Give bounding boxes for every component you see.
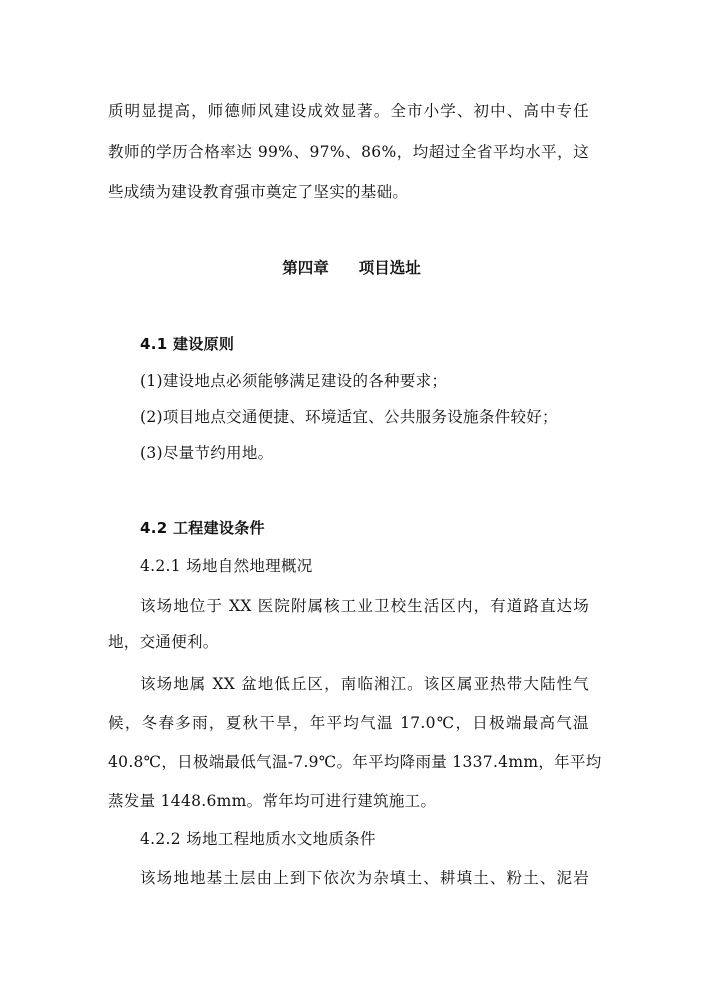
section-4-1-item-3: (3)尽量节约用地。 xyxy=(140,444,274,462)
section-4-2-1-heading: 4.2.1 场地自然地理概况 xyxy=(140,557,313,575)
site-para-2-line-4: 蒸发量 1448.6mm。常年均可进行建筑施工。 xyxy=(108,792,437,810)
geology-para-line-1: 该场地地基土层由上到下依次为杂填土、耕填土、粉土、泥岩 xyxy=(140,869,589,887)
section-4-2-2-heading: 4.2.2 场地工程地质水文地质条件 xyxy=(140,830,376,848)
chapter-title: 项目选址 xyxy=(358,259,421,277)
chapter-number: 第四章 xyxy=(282,259,329,277)
section-4-1-item-1: (1)建设地点必须能够满足建设的各种要求； xyxy=(140,372,448,390)
site-para-2-line-3: 40.8℃，日极端最低气温-7.9℃。年平均降雨量 1337.4mm，年平均 xyxy=(108,753,602,771)
intro-line-1: 质明显提高，师德师风建设成效显著。全市小学、初中、高中专任 xyxy=(108,102,589,120)
section-4-1-heading: 4.1 建设原则 xyxy=(140,335,235,353)
site-para-1-line-1: 该场地位于 XX 医院附属核工业卫校生活区内，有道路直达场 xyxy=(140,597,589,615)
section-4-2-heading: 4.2 工程建设条件 xyxy=(140,519,265,537)
site-para-2-line-1: 该场地属 XX 盆地低丘区，南临湘江。该区属亚热带大陆性气 xyxy=(140,675,589,693)
site-para-2-line-2: 候，冬春多雨，夏秋干旱，年平均气温 17.0℃，日极端最高气温 xyxy=(108,714,589,732)
intro-line-3: 些成绩为建设教育强市奠定了坚实的基础。 xyxy=(108,183,409,201)
intro-line-2: 教师的学历合格率达 99%、97%、86%，均超过全省平均水平，这 xyxy=(108,143,589,161)
site-para-1-line-2: 地，交通便利。 xyxy=(108,633,219,651)
chapter-heading xyxy=(0,258,703,278)
section-4-1-item-2: (2)项目地点交通便捷、环境适宜、公共服务设施条件较好； xyxy=(140,408,558,426)
